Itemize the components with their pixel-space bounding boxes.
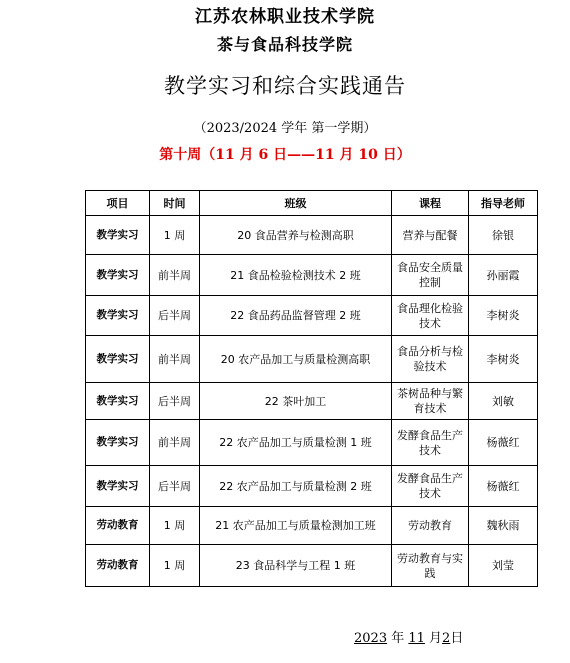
- header-teacher: 指导老师: [469, 191, 538, 216]
- date-month-unit: 月: [424, 631, 443, 646]
- cell-project: 教学实习: [86, 466, 150, 507]
- cell-class: 21 食品检验检测技术 2 班: [200, 255, 392, 296]
- header-time: 时间: [150, 191, 200, 216]
- cell-class: 22 食品药品监督管理 2 班: [200, 296, 392, 336]
- cell-class: 22 茶叶加工: [200, 383, 392, 420]
- cell-course: 发酵食品生产技术: [392, 466, 469, 507]
- header-course: 课程: [392, 191, 469, 216]
- date-day: 2: [442, 631, 451, 646]
- cell-class: 21 农产品加工与质量检测加工班: [200, 507, 392, 545]
- cell-time: 后半周: [150, 296, 200, 336]
- cell-project: 教学实习: [86, 420, 150, 466]
- cell-time: 前半周: [150, 336, 200, 383]
- cell-course: 劳动教育: [392, 507, 469, 545]
- cell-project: 劳动教育: [86, 507, 150, 545]
- cell-teacher: 刘莹: [469, 545, 538, 587]
- table-row: [86, 216, 538, 255]
- table-row: [86, 336, 538, 383]
- cell-course: 劳动教育与实践: [392, 545, 469, 587]
- table-row: [86, 545, 538, 587]
- table-body: [86, 216, 538, 587]
- cell-course: 营养与配餐: [392, 216, 469, 255]
- cell-class: 23 食品科学与工程 1 班: [200, 545, 392, 587]
- cell-teacher: 魏秋雨: [469, 507, 538, 545]
- term-label: （2023/2024 学年 第一学期）: [193, 121, 377, 136]
- cell-project: 教学实习: [86, 296, 150, 336]
- date-month: 11: [408, 631, 425, 646]
- cell-teacher: 杨薇红: [469, 420, 538, 466]
- cell-time: 1 周: [150, 216, 200, 255]
- cell-course: 食品理化检验技术: [392, 296, 469, 336]
- cell-class: 20 农产品加工与质量检测高职: [200, 336, 392, 383]
- cell-teacher: 杨薇红: [469, 466, 538, 507]
- table-row: [86, 383, 538, 420]
- date-year-unit: 年: [387, 631, 409, 646]
- cell-time: 后半周: [150, 383, 200, 420]
- table-row: [86, 507, 538, 545]
- cell-time: 前半周: [150, 420, 200, 466]
- issue-date: [354, 627, 463, 646]
- cell-course: 茶树品种与繁育技术: [392, 383, 469, 420]
- cell-course: 食品分析与检验技术: [392, 336, 469, 383]
- cell-teacher: 李树炎: [469, 336, 538, 383]
- cell-time: 后半周: [150, 466, 200, 507]
- school-name: 茶与食品科技学院: [216, 35, 353, 54]
- cell-project: 劳动教育: [86, 545, 150, 587]
- cell-time: 1 周: [150, 507, 200, 545]
- cell-project: 教学实习: [86, 336, 150, 383]
- cell-project: 教学实习: [86, 216, 150, 255]
- cell-project: 教学实习: [86, 255, 150, 296]
- table-row: [86, 420, 538, 466]
- header-project: 项目: [86, 191, 150, 216]
- cell-time: 1 周: [150, 545, 200, 587]
- page-title: 教学实习和综合实践通告: [164, 74, 406, 98]
- date-day-unit: 日: [450, 631, 464, 646]
- cell-class: 22 农产品加工与质量检测 1 班: [200, 420, 392, 466]
- cell-teacher: 刘敏: [469, 383, 538, 420]
- table-row: [86, 255, 538, 296]
- cell-project: 教学实习: [86, 383, 150, 420]
- cell-teacher: 李树炎: [469, 296, 538, 336]
- header-class: 班级: [200, 191, 392, 216]
- table-header-row: [86, 191, 538, 216]
- cell-class: 20 食品营养与检测高职: [200, 216, 392, 255]
- cell-time: 前半周: [150, 255, 200, 296]
- cell-teacher: 孙丽霞: [469, 255, 538, 296]
- college-name: 江苏农林职业技术学院: [195, 7, 375, 27]
- table-row: [86, 466, 538, 507]
- cell-course: 食品安全质量控制: [392, 255, 469, 296]
- cell-class: 22 农产品加工与质量检测 2 班: [200, 466, 392, 507]
- date-year: 2023: [354, 631, 388, 646]
- cell-course: 发酵食品生产技术: [392, 420, 469, 466]
- table-row: [86, 296, 538, 336]
- schedule-table: [85, 190, 538, 587]
- cell-teacher: 徐银: [469, 216, 538, 255]
- week-label: 第十周（11 月 6 日——11 月 10 日）: [159, 147, 411, 163]
